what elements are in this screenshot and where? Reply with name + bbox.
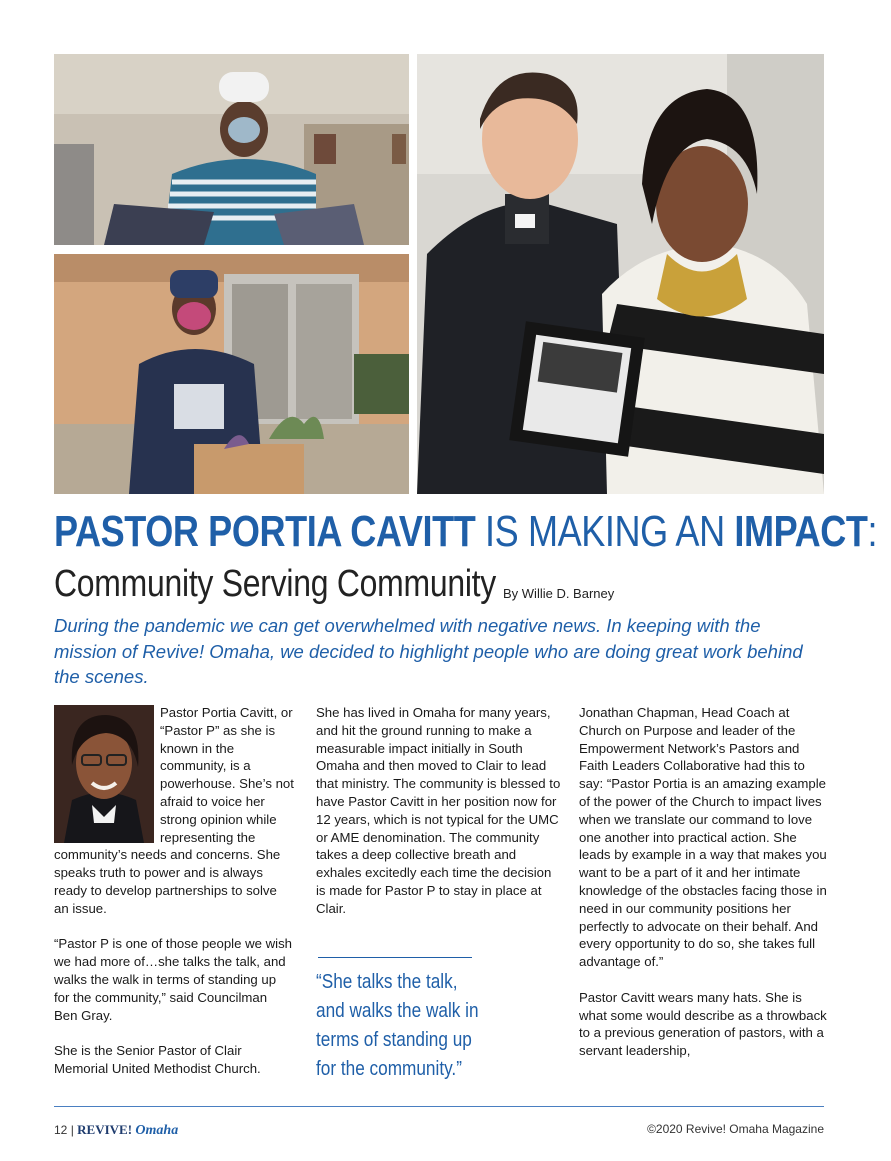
subheadline: Community Serving Community	[54, 563, 496, 605]
pullquote-rule	[318, 957, 472, 958]
portrait-photo	[54, 705, 154, 843]
byline: By Willie D. Barney	[503, 586, 615, 601]
magazine-brand: REVIVE!	[77, 1122, 133, 1137]
footer-rule	[54, 1106, 824, 1107]
article-column-3	[579, 704, 829, 1078]
photo-masked-volunteer	[54, 54, 409, 245]
headline-impact: IMPACT	[734, 507, 868, 556]
article-column-1	[54, 704, 294, 1096]
headline-middle: IS MAKING AN	[475, 507, 735, 556]
magazine-city: Omaha	[135, 1123, 179, 1138]
paragraph: Pastor Portia Cavitt, or “Pastor P” as she is known in the community, is a powerhouse. She’s not afraid to voice her strong opinion while representing the community’s needs and concerns. She speaks truth to power and is always ready to develop partnerships to solve an issue.	[54, 705, 294, 916]
headline-colon: :	[867, 507, 878, 556]
footer-separator: |	[67, 1123, 78, 1137]
paragraph: She has lived in Omaha for many years, and hit the ground running to make a measurable impact initially in South Omaha and then moved to Clair to lead that ministry. The community is blessed to have Pastor Cavitt in her position now for 12 years, which is not typical for the UMC or AME denomination. The community takes a deep collective breath and exhales excitedly each time the decision is made for Pastor P to stay in place at Clair.	[316, 705, 561, 916]
page-number: 12	[54, 1123, 68, 1137]
footer-copyright: ©2020 Revive! Omaha Magazine	[647, 1122, 824, 1136]
photo-award-presentation	[417, 54, 824, 494]
footer-page-info	[54, 1122, 178, 1139]
pullquote: “She talks the talk, and walks the walk in terms of standing up for the community.”	[316, 971, 479, 1080]
paragraph: She is the Senior Pastor of Clair Memorial United Methodist Church.	[54, 1043, 261, 1076]
photo-volunteer-with-plants	[54, 254, 409, 494]
intro-deck: During the pandemic we can get overwhelmed with negative news. In keeping with the mission of Revive! Omaha, we decided to highlight people who are doing great work behind the scenes.	[54, 615, 803, 687]
paragraph: Pastor Cavitt wears many hats. She is what some would describe as a throwback to a previous generation of pastors, with a servant leadership,	[579, 989, 827, 1059]
paragraph: Jonathan Chapman, Head Coach at Church on Purpose and leader of the Empowerment Network’s Pastors and Faith Leaders Collaborative had this to say: “Pastor Portia is an amazing example of the power of the Church to impact lives when we translate our command to love one another into practical action. She leads by example in a way that makes you want to be a part of it and her intimate knowledge of the obstacles facing those in need in our community positions her perfectly to advocate on their behalf. And every opportunity to do so, she takes full advantage of.”	[579, 705, 827, 970]
article-column-2	[316, 704, 564, 935]
headline	[54, 505, 878, 559]
headline-name: PASTOR PORTIA CAVITT	[54, 507, 476, 556]
paragraph: “Pastor P is one of those people we wish we had more of…she talks the talk, and walks the walk in terms of standing up for the community,” said Councilman Ben Gray.	[54, 936, 292, 1023]
